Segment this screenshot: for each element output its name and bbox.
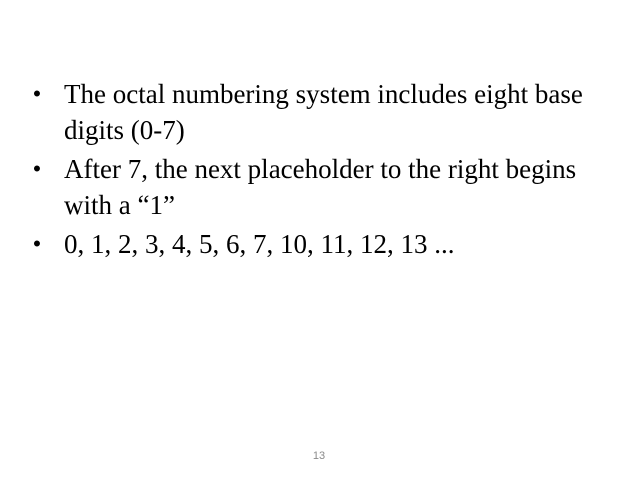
bullet-marker: • [33, 81, 41, 106]
bullet-list [26, 76, 616, 265]
bullet-marker: • [33, 156, 41, 181]
bullet-item-sequence [26, 226, 616, 262]
bullet-marker: • [33, 231, 41, 256]
bullet-text: The octal numbering system includes eight base digits (0-7) [64, 79, 583, 145]
bullet-text: After 7, the next placeholder to the right begins with a “1” [64, 154, 577, 220]
bullet-item-octal-digits [26, 76, 616, 148]
bullet-text: 0, 1, 2, 3, 4, 5, 6, 7, 10, 11, 12, 13 ... [64, 229, 455, 259]
bullet-item-next-placeholder [26, 151, 616, 223]
page-number: 13 [312, 450, 326, 462]
